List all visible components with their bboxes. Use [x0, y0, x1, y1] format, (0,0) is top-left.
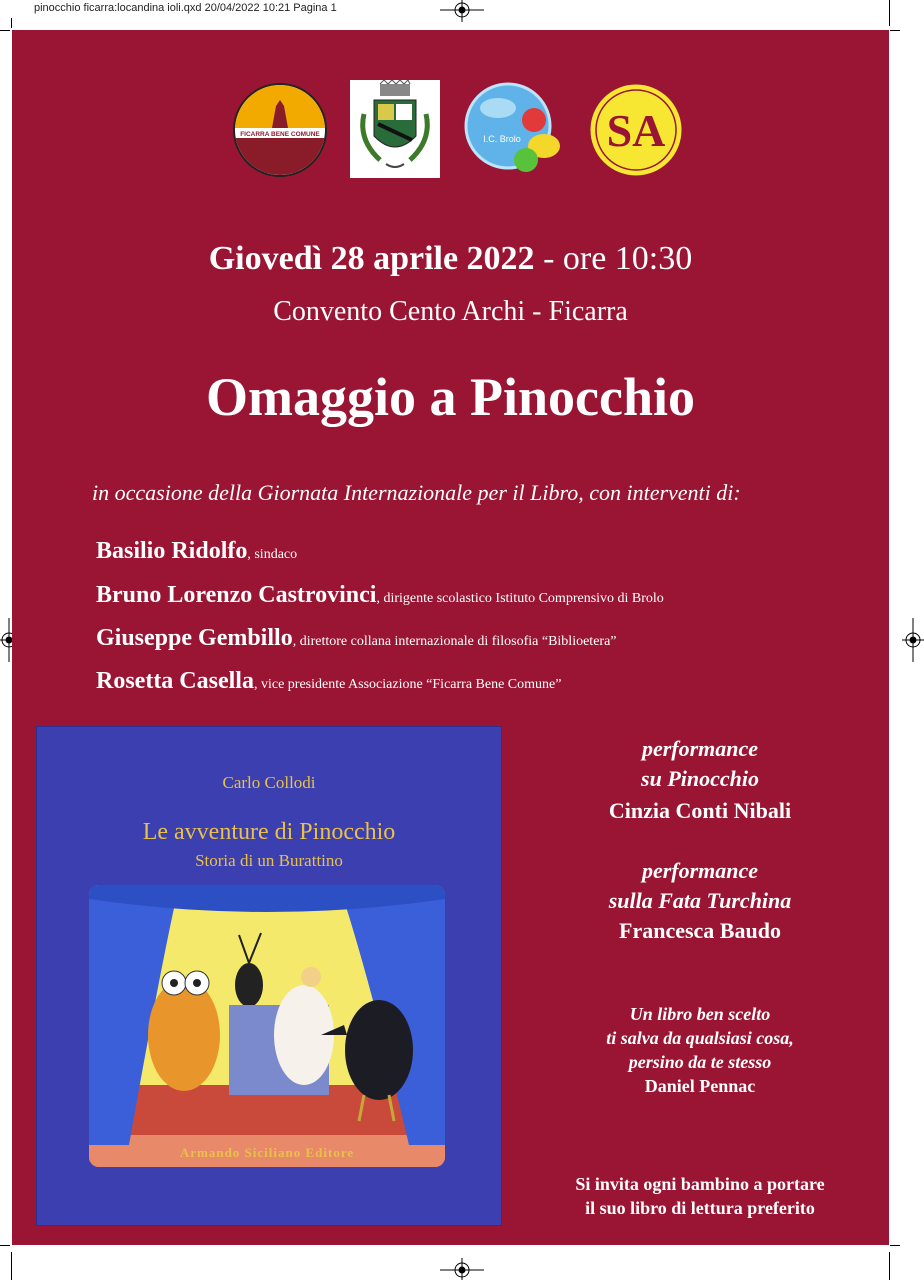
logo-text: I.C. Brolo	[483, 134, 521, 144]
crop-mark	[890, 1245, 900, 1246]
speaker-role: , direttore collana internazionale di filosofia “Biblioetera”	[292, 634, 617, 649]
crop-mark	[889, 1252, 890, 1280]
book-publisher: Armando Siciliano Editore	[179, 1145, 355, 1160]
quote-author: Daniel Pennac	[644, 1076, 756, 1096]
speaker-role: , dirigente scolastico Istituto Comprensivo di Brolo	[376, 591, 664, 606]
speaker-name: Rosetta Casella	[96, 668, 254, 694]
book-illustration	[89, 885, 445, 1167]
crop-mark	[889, 0, 890, 26]
invitation	[520, 1172, 880, 1220]
speaker-role: , vice presidente Associazione “Ficarra Bene Comune”	[253, 677, 562, 692]
performance-line: performance	[641, 736, 759, 761]
event-date: Giovedì 28 aprile 2022	[208, 240, 535, 277]
performer-name: Francesca Baudo	[619, 918, 781, 943]
crop-mark	[11, 18, 12, 28]
speaker-name: Basilio Ridolfo	[96, 538, 248, 564]
invitation-line: il suo libro di lettura preferito	[585, 1198, 815, 1218]
logo-text: FICARRA BENE COMUNE	[240, 131, 320, 138]
logo-text: SA	[606, 105, 666, 156]
registration-mark	[440, 0, 484, 22]
siciliano-editore-logo	[586, 80, 686, 180]
book-title: Le avventure di Pinocchio	[142, 819, 396, 845]
quote	[520, 1002, 880, 1098]
speaker-entry	[96, 668, 561, 695]
registration-mark	[902, 618, 924, 662]
crop-mark	[890, 30, 900, 31]
crop-mark	[0, 1245, 10, 1246]
quote-line: ti salva da qualsiasi cosa,	[606, 1028, 794, 1048]
print-slug: pinocchio ficarra:locandina ioli.qxd 20/04/2022 10:21 Pagina 1	[34, 2, 337, 14]
event-date-line	[0, 240, 901, 278]
book-author: Carlo Collodi	[222, 773, 316, 792]
speaker-name: Bruno Lorenzo Castrovinci	[96, 582, 377, 608]
crop-mark	[11, 1252, 12, 1280]
performer-name: Cinzia Conti Nibali	[608, 798, 792, 823]
event-occasion: in occasione della Giornata Internazionale per il Libro, con interventi di:	[92, 480, 741, 505]
quote-line: persino da te stesso	[628, 1052, 772, 1072]
invitation-line: Si invita ogni bambino a portare	[575, 1174, 825, 1194]
speaker-entry	[96, 538, 297, 565]
registration-mark	[440, 1258, 484, 1280]
ficarra-bene-comune-logo	[232, 80, 328, 180]
book-cover	[36, 726, 502, 1226]
speaker-role: , sindaco	[247, 547, 298, 562]
event-time: - ore 10:30	[543, 240, 693, 277]
performance-1	[520, 734, 880, 794]
performance-line: sulla Fata Turchina	[608, 888, 792, 913]
crop-mark	[0, 30, 10, 31]
ic-brolo-logo	[462, 80, 562, 180]
performance-2	[520, 856, 880, 916]
municipal-crest-logo	[350, 80, 440, 178]
event-venue: Convento Cento Archi - Ficarra	[273, 296, 628, 327]
quote-line: Un libro ben scelto	[629, 1004, 771, 1024]
speaker-name: Giuseppe Gembillo	[96, 625, 293, 651]
event-title: Omaggio a Pinocchio	[206, 367, 695, 427]
book-subtitle: Storia di un Burattino	[195, 851, 343, 870]
speaker-entry	[96, 582, 664, 609]
speaker-entry	[96, 625, 617, 652]
performance-line: su Pinocchio	[641, 766, 759, 791]
performance-line: performance	[641, 858, 759, 883]
